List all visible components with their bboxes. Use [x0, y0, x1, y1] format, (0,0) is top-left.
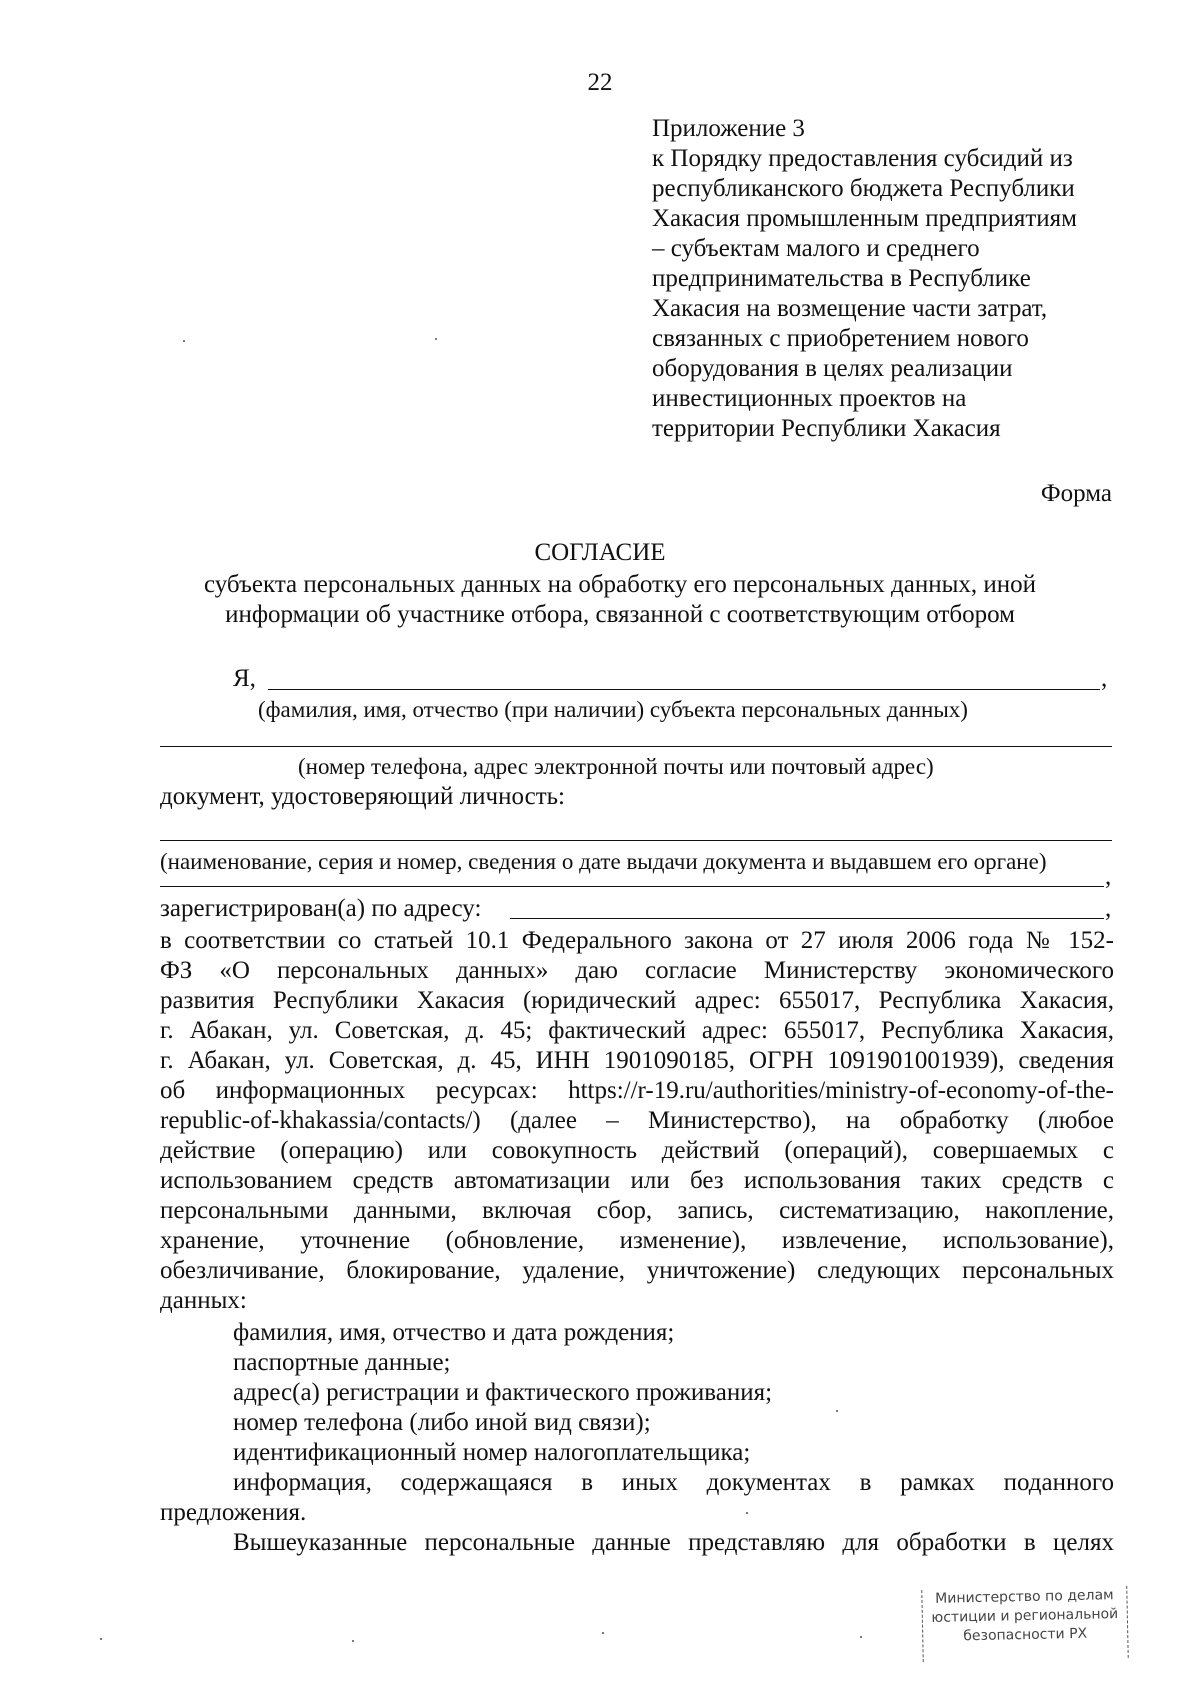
document-comma: , [1105, 863, 1112, 890]
paragraph-line: данных: [160, 1287, 247, 1314]
paragraph-line: хранение, уточнение (обновление, изменение), извлечение, использование), [160, 1227, 1114, 1254]
paragraph-line: г. Абакан, ул. Советская, д. 45; фактический адрес: 655017, Республика Хакасия, [160, 1017, 1114, 1044]
scan-speck [836, 1410, 838, 1412]
paragraph-line: г. Абакан, ул. Советская, д. 45, ИНН 1901090185, ОГРН 1091901001939), сведения [160, 1047, 1114, 1074]
registered-label: зарегистрирован(а) по адресу: [160, 895, 482, 922]
appendix-line: Хакасия промышленным предприятиям [652, 205, 1077, 232]
scan-speck [860, 1636, 862, 1638]
ya-label: Я, [233, 665, 256, 692]
document-title: СОГЛАСИЕ [534, 539, 666, 566]
list-item: номер телефона (либо иной вид связи); [233, 1409, 651, 1436]
subtitle-line: информации об участнике отбора, связанной с соответствующим отбором [225, 601, 1015, 628]
appendix-line: – субъектам малого и среднего [652, 235, 980, 262]
list-item: адрес(а) регистрации и фактического проживания; [233, 1379, 773, 1406]
paragraph-line: об информационных ресурсах: https://r-19.ru/authorities/ministry-of-economy-of-the- [160, 1077, 1114, 1104]
paragraph-line: обезличивание, блокирование, удаление, уничтожение) следующих персональных [160, 1257, 1114, 1284]
scan-speck [435, 338, 437, 340]
fio-comma: , [1101, 665, 1108, 692]
appendix-line: территории Республики Хакасия [652, 415, 1001, 442]
scan-speck [746, 1512, 748, 1514]
document-note: (наименование, серия и номер, сведения о дате выдачи документа и выдавшем его органе) [160, 849, 1047, 874]
stamp-line: безопасности РХ [963, 1625, 1088, 1645]
scan-speck [100, 1638, 102, 1640]
contact-blank-line[interactable] [160, 746, 1112, 747]
appendix-line: связанных с приобретением нового [652, 325, 1029, 352]
scan-speck [183, 340, 185, 342]
list-item-continuation: предложения. [160, 1499, 307, 1526]
paragraph-line: ФЗ «О персональных данных» даю согласие Министерству экономического [160, 957, 1114, 984]
appendix-line: к Порядку предоставления субсидий из [652, 145, 1073, 172]
form-label: Форма [1040, 480, 1112, 507]
list-item: фамилия, имя, отчество и дата рождения; [233, 1319, 675, 1346]
appendix-line: Хакасия на возмещение части затрат, [652, 295, 1048, 322]
document-label: документ, удостоверяющий личность: [160, 783, 565, 810]
scan-speck [352, 1640, 354, 1642]
paragraph-line: republic-of-khakassia/contacts/) (далее – Министерство), на обработку (любое [160, 1107, 1114, 1134]
appendix-line: инвестиционных проектов на [652, 385, 967, 412]
list-item: идентификационный номер налогоплательщика; [233, 1439, 751, 1466]
fio-note: (фамилия, имя, отчество (при наличии) субъекта персональных данных) [258, 697, 968, 722]
list-item: информация, содержащаяся в иных документах в рамках поданного [233, 1469, 1114, 1496]
document-blank-line-2[interactable] [160, 886, 1104, 887]
address-comma: , [1105, 895, 1112, 922]
appendix-line: республиканского бюджета Республики [652, 175, 1075, 202]
contact-note: (номер телефона, адрес электронной почты или почтовый адрес) [298, 754, 934, 779]
appendix-line: оборудования в целях реализации [652, 355, 1013, 382]
personal-data-list [160, 1318, 1114, 1558]
paragraph-line: персональными данными, включая сбор, запись, систематизацию, накопление, [160, 1197, 1114, 1224]
appendix-line: Приложение 3 [652, 115, 805, 142]
subtitle-line: субъекта персональных данных на обработку его персональных данных, иной [203, 571, 1037, 598]
paragraph-line: развития Республики Хакасия (юридический адрес: 655017, Республика Хакасия, [160, 987, 1114, 1014]
fio-blank-line[interactable] [268, 689, 1100, 690]
paragraph-line: использованием средств автоматизации или без использования таких средств с [160, 1167, 1114, 1194]
page-number: 22 [587, 69, 613, 96]
closing-line: Вышеуказанные персональные данные представляю для обработки в целях [233, 1529, 1114, 1556]
document-subtitle [150, 570, 1090, 630]
scan-speck [602, 1632, 604, 1634]
address-blank-line[interactable] [510, 918, 1104, 919]
appendix-line: предпринимательства в Республике [652, 265, 1031, 292]
registration-stamp [921, 1586, 1128, 1662]
document-blank-line[interactable] [160, 840, 1112, 841]
paragraph-line: действие (операцию) или совокупность действий (операций), совершаемых с [160, 1137, 1114, 1164]
stamp-line: Министерство по делам [935, 1587, 1114, 1607]
appendix-header [652, 114, 1122, 444]
paragraph-line: в соответствии со статьей 10.1 Федерального закона от 27 июля 2006 года № 152- [160, 927, 1114, 954]
stamp-line: юстиции и региональной [931, 1606, 1119, 1626]
list-item: паспортные данные; [233, 1349, 451, 1376]
consent-paragraph [160, 926, 1114, 1316]
